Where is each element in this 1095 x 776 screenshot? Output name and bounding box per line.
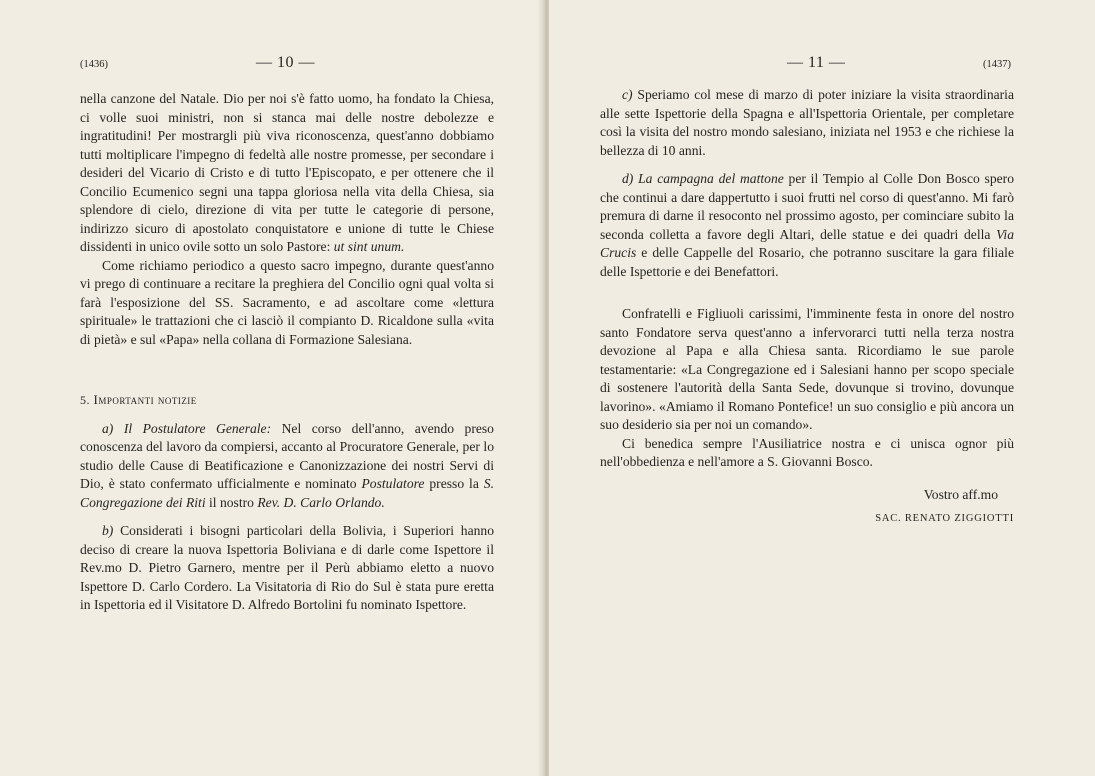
left-body bbox=[80, 90, 494, 615]
item-d: d) La campagna del mattone per il Tempio al Colle Don Bosco spero che continui a dare dappertutto i suoi frutti nel corso di quest'anno. Mi farò premura di darne il resoconto nel prossimo agosto, per cominciare subito la seconda colletta a favore degli Altari, delle statue e dei quadri della Via Crucis e delle Cappelle del Rosario, che potranno suscitare la gara filiale delle Ispettorie e dei Benefattori. bbox=[600, 171, 1014, 279]
campaign-title: La campagna del mattone bbox=[638, 171, 784, 186]
left-page bbox=[0, 0, 545, 776]
closing-paragraph: Confratelli e Figliuoli carissimi, l'imminente festa in onore del nostro santo Fondatore serva quest'anno a infervorarci tutti nella terza nostra devozione al Papa e alla Chiesa santa. Ricordiamo le sue parole testamentarie: «La Congregazione ed i Salesiani hanno per scopo speciale di sostenere l'autorità della Santa Sede, dovunque si trovino, dovunque lavorino». «Amiamo il Romano Pontefice! un suo consiglio e più ancora un suo desiderio sia per noi un comando». bbox=[600, 306, 1014, 432]
right-body bbox=[600, 86, 1014, 529]
signature-name: SAC. RENATO ZIGGIOTTI bbox=[875, 513, 1014, 524]
signature-closing: Vostro aff.mo bbox=[923, 486, 998, 502]
blessing-paragraph: Ci benedica sempre l'Ausiliatrice nostra e ci unisca ognor più nell'obbedienza e nell'amore a S. Giovanni Bosco. bbox=[600, 435, 1014, 469]
item-a: a) Il Postulatore Generale: Nel corso dell'anno, avendo preso conoscenza del lavoro da compiersi, accanto al Procuratore Generale, per lo studio delle Cause di Beatificazione e Canonizzazione dei nostri Servi di Dio, è stato confermato ufficialmente e nominato Postulatore presso la S. Congregazione dei Riti il nostro Rev. D. Carlo Orlando. bbox=[80, 420, 494, 510]
right-page bbox=[549, 0, 1095, 776]
item-b: b) Considerati i bisogni particolari della Bolivia, i Superiori hanno deciso di creare la nuova Ispettoria Boliviana e di darle come Ispettore il Rev.mo D. Pietro Garnero, mentre per il Perù abbiamo eletto a nuovo Ispettore D. Carlo Cordero. La Visitatoria di Rio do Sul è stata pure eretta in Ispettoria ed il Visitatore D. Alfredo Bortolini fu nominato Ispettore. bbox=[80, 523, 495, 612]
left-header-number: (1436) bbox=[80, 59, 108, 70]
paragraph-council: nella canzone del Natale. Dio per noi s'è fatto uomo, ha fondato la Chiesa, ci volle suoi ministri, non si stanca mai delle nostre debolezze e ingratitudini! Per mostrargli più viva riconoscenza, quest'anno dobbiamo tutti moltiplicare l'impegno di fedeltà alle nostre promesse, per secondare i desideri del Vicario di Cristo e di tutto l'Episcopato, e per ottenere che il Concilio Ecumenico segni una tappa gloriosa nella vita della Chiesa, sia splendore di cielo, direzione di vita per tutte le categorie di persone, indirizzo sicuro di apostolato conquistatore e unione di tutte le Chiese dissidenti in unico ovile sotto un solo Pastore: ut sint unum. bbox=[80, 91, 494, 254]
postulatore-name: Rev. D. Carlo Orlando. bbox=[257, 494, 385, 510]
postulatore-title: Il Postulatore Generale: bbox=[123, 420, 272, 436]
motto: ut sint unum. bbox=[333, 239, 405, 254]
paragraph-prayer: Come richiamo periodico a questo sacro impegno, durante quest'anno vi prego di continuare a recitare la preghiera del Concilio ogni qual volta si farà l'esposizione del SS. Sacramento, e ad ascoltare come «lettura spirituale» le trattazioni che ci lasciò il compianto D. Ricaldone sulla «vita di pietà» e sul «Papa» nella collana di Formazione Salesiana. bbox=[80, 257, 494, 347]
right-header-number: (1437) bbox=[983, 59, 1011, 70]
item-c: c) Speriamo col mese di marzo di poter iniziare la visita straordinaria alle sette Ispettorie della Spagna e all'Ispettoria Orientale, per completare così la visita del nostro mondo salesiano, iniziata nel 1953 e che richiese la bellezza di 10 anni. bbox=[600, 87, 1014, 158]
section-heading: 5. Importanti notizie bbox=[80, 392, 197, 407]
right-page-number: — 11 — bbox=[787, 54, 846, 71]
left-page-number: — 10 — bbox=[256, 54, 315, 71]
